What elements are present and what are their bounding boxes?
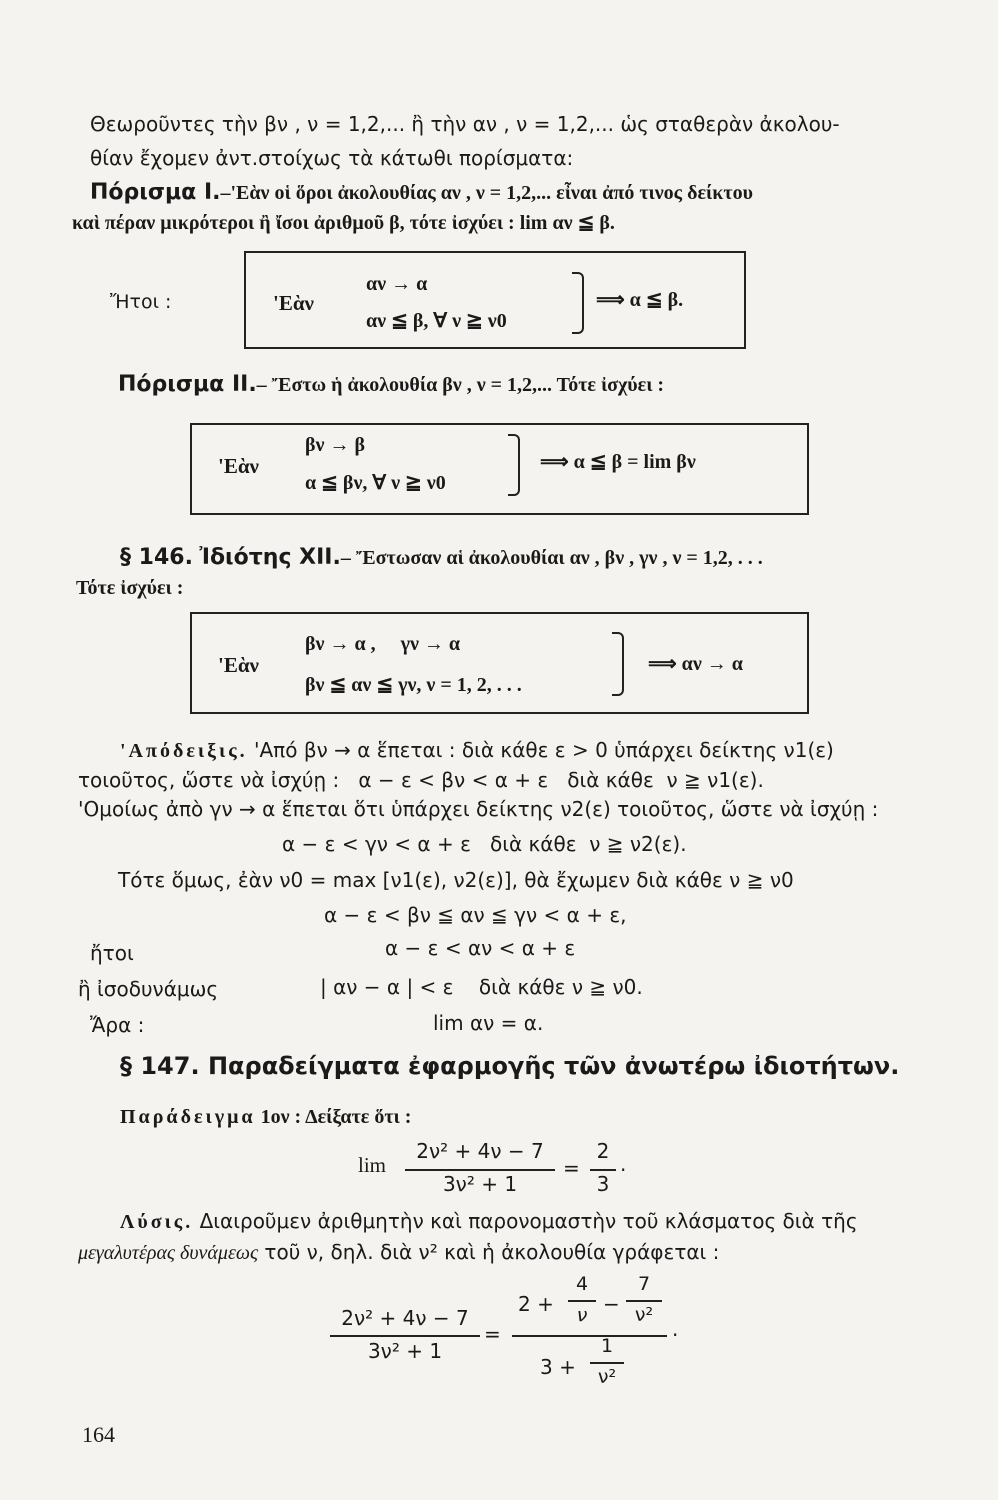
corollary-1-condition-1: αν → α	[366, 273, 428, 295]
corollary-1-heading: Πόρισμα Ι.	[90, 180, 221, 205]
example-1-word: Παράδειγμα	[120, 1106, 256, 1128]
solution-top-frac2-den: ν²	[634, 1304, 654, 1326]
solution-top-two-plus: 2 +	[518, 1292, 554, 1316]
corollary-1-condition-2: αν ≦ β, ∀ ν ≧ ν0	[366, 310, 507, 332]
proof-line-6: α − ε < βν ≦ αν ≦ γν < α + ε,	[324, 903, 627, 927]
corollary-2-result: ⟹ α ≦ β = lim βν	[540, 451, 696, 473]
section-146-text: – Ἔστωσαν αἱ ἀκολουθίαι αν , βν , γν , ν = 1,2, . . .	[340, 547, 763, 569]
corollary-1-paragraph	[90, 180, 753, 205]
example-1-result-bar	[590, 1169, 616, 1171]
example-1-dot: ·	[620, 1158, 627, 1182]
section-146-brace	[612, 632, 624, 696]
corollary-1-text-b: καὶ πέραν μικρότεροι ἢ ἴσοι ἀριθμοῦ β, τότε ἰσχύει : lim αν ≦ β.	[72, 212, 615, 234]
example-1-denominator: 3ν² + 1	[442, 1172, 518, 1196]
solution-bottom-frac-bar	[590, 1362, 624, 1364]
section-147-title	[120, 1052, 899, 1080]
proof-line-2: τοιοῦτος, ὥστε νὰ ἰσχύῃ : α − ε < βν < α + ε διὰ κάθε ν ≧ ν1(ε).	[78, 768, 764, 792]
section-147-heading: Παραδείγματα ἐφαρμογῆς τῶν ἀνωτέρω ἰδιοτήτων.	[207, 1052, 900, 1080]
corollary-2-paragraph	[118, 372, 664, 397]
section-146-paragraph	[120, 545, 763, 570]
corollary-2-condition-1: βν → β	[305, 434, 366, 456]
proof-line-4: α − ε < γν < α + ε διὰ κάθε ν ≧ ν2(ε).	[282, 832, 687, 856]
corollary-2-heading: Πόρισμα ΙΙ.	[118, 372, 257, 397]
example-1-lim: lim	[358, 1153, 387, 1177]
example-1-equals: =	[563, 1156, 580, 1180]
proof-text-1: 'Από βν → α ἕπεται : διὰ κάθε ε > 0 ὑπάρχει δείκτης ν1(ε)	[254, 738, 834, 762]
proof-line-1	[120, 738, 834, 763]
example-1-line	[120, 1106, 411, 1129]
corollary-1-result: ⟹ α ≦ β.	[596, 289, 684, 311]
proof-line-5: Τότε ὅμως, ἐὰν ν0 = max [ν1(ε), ν2(ε)], θὰ ἔχωμεν διὰ κάθε ν ≧ ν0	[118, 868, 794, 892]
solution-line-2	[78, 1240, 719, 1265]
proof-line-9: lim αν = α.	[433, 1011, 544, 1035]
corollary-1-text-a: –'Εὰν οἱ ὅροι ἀκολουθίας αν , ν = 1,2,... εἶναι ἀπό τινος δείκτου	[220, 182, 753, 204]
solution-top-frac2-bar	[626, 1300, 662, 1302]
section-146-text-2: Τότε ἰσχύει :	[76, 577, 184, 599]
solution-text-1: Διαιροῦμεν ἀριθμητὴν καὶ παρονομαστὴν τοῦ κλάσματος διὰ τῆς	[199, 1209, 858, 1233]
corollary-1-ean: 'Εὰν	[273, 291, 314, 315]
corollary-1-brace	[572, 272, 584, 334]
proof-label-7: ἤτοι	[90, 941, 134, 965]
solution-line-1	[120, 1209, 858, 1234]
corollary-2-box	[190, 423, 809, 515]
example-1-result-denominator: 3	[596, 1172, 610, 1196]
solution-text-2: τοῦ ν, δηλ. διὰ ν² καὶ ἡ ἀκολουθία γράφεται :	[264, 1240, 720, 1264]
section-146-number: § 146.	[120, 545, 193, 570]
solution-equals: =	[484, 1322, 501, 1346]
solution-left-numerator: 2ν² + 4ν − 7	[341, 1306, 469, 1330]
solution-top-minus: −	[603, 1292, 620, 1316]
proof-label-8: ἢ ἰσοδυνάμως	[78, 977, 219, 1001]
section-146-condition-2: βν ≦ αν ≦ γν, ν = 1, 2, . . .	[305, 674, 522, 696]
section-146-ean: 'Εὰν	[218, 653, 259, 677]
corollary-2-text: – Ἔστω ἡ ἀκολουθία βν , ν = 1,2,... Τότε ἰσχύει :	[256, 374, 665, 396]
corollary-2-condition-2: α ≦ βν, ∀ ν ≧ ν0	[305, 472, 446, 494]
section-146-heading: Ἰδιότης ΧΙΙ.	[199, 545, 341, 570]
page-number: 164	[82, 1422, 115, 1447]
solution-dot: ·	[672, 1323, 679, 1347]
section-147-number: § 147.	[120, 1052, 200, 1080]
corollary-2-brace	[508, 434, 520, 496]
intro-line-1: Θεωροῦντες τὴν βν , ν = 1,2,... ἢ τὴν αν , ν = 1,2,... ὡς σταθερὰν ἀκολου-	[90, 112, 840, 136]
example-1-numerator: 2ν² + 4ν − 7	[416, 1139, 544, 1163]
solution-word: Λύσις.	[120, 1211, 194, 1233]
solution-left-denominator: 3ν² + 1	[367, 1339, 443, 1363]
example-1-title: 1ον : Δείξατε ὅτι :	[260, 1106, 412, 1128]
solution-bottom-three-plus: 3 +	[540, 1355, 576, 1379]
solution-top-frac1-num: 4	[575, 1273, 589, 1295]
proof-line-3: 'Ομοίως ἀπὸ γν → α ἕπεται ὅτι ὑπάρχει δείκτης ν2(ε) τοιοῦτος, ὥστε νὰ ἰσχύῃ :	[78, 797, 879, 821]
solution-italic: μεγαλυτέρας δυνάμεως	[78, 1242, 259, 1264]
solution-top-frac2-num: 7	[637, 1273, 651, 1295]
solution-top-frac1-bar	[568, 1300, 596, 1302]
proof-line-7: α − ε < αν < α + ε	[385, 936, 576, 960]
example-1-fraction-bar	[405, 1169, 555, 1171]
proof-word: 'Απόδειξις.	[120, 740, 248, 762]
proof-label-9: Ἄρα :	[90, 1013, 145, 1037]
example-1-result-numerator: 2	[596, 1139, 610, 1163]
corollary-2-ean: 'Εὰν	[218, 454, 259, 478]
solution-top-frac1-den: ν	[576, 1304, 588, 1326]
proof-line-8: | αν − α | < ε διὰ κάθε ν ≧ ν0.	[320, 975, 643, 999]
section-146-condition-1: βν → α , γν → α	[305, 633, 461, 655]
intro-line-2: θίαν ἔχομεν ἀντ.στοίχως τὰ κάτωθι πορίσματα:	[90, 146, 574, 170]
solution-bottom-frac-den: ν²	[597, 1366, 617, 1388]
section-146-result: ⟹ αν → α	[648, 653, 743, 675]
solution-bottom-frac-num: 1	[600, 1335, 614, 1357]
solution-left-fraction-bar	[330, 1335, 480, 1337]
corollary-1-label: Ἤτοι :	[110, 291, 172, 313]
